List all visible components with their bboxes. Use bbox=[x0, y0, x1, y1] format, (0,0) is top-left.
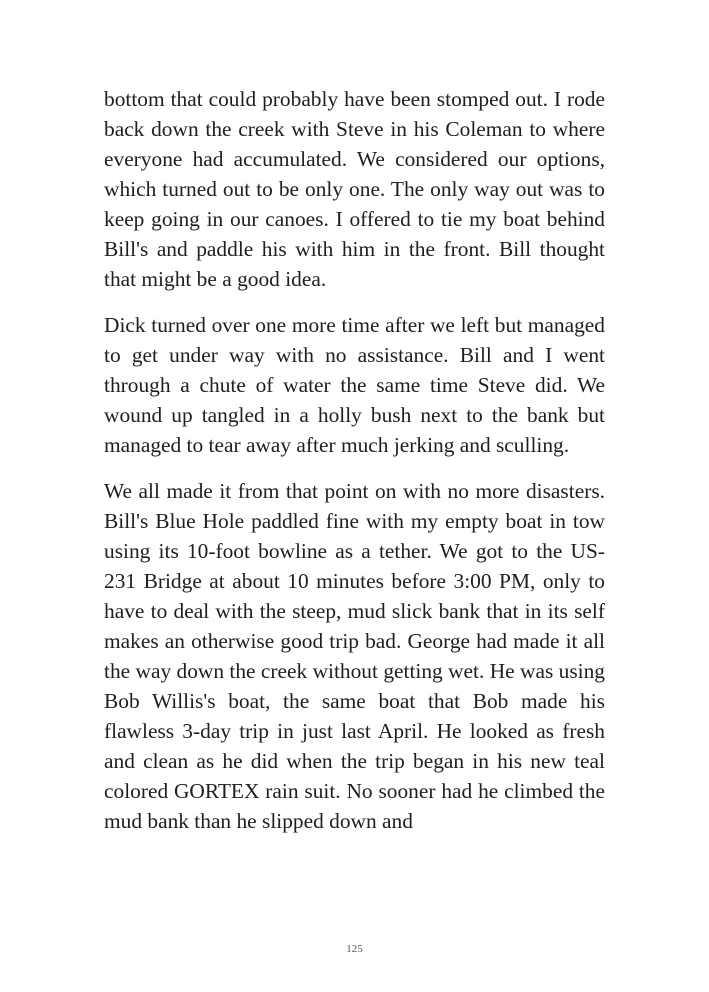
paragraph: bottom that could probably have been stomped out. I rode back down the creek with Steve in his Coleman to where everyone had accumulated. We considered our options, which turned out to be only one. The only way out was to keep going in our canoes. I offered to tie my boat behind Bill's and paddle his with him in the front. Bill thought that might be a good idea. bbox=[104, 87, 605, 291]
paragraph: Dick turned over one more time after we left but managed to get under way with no assistance. Bill and I went through a chute of water the same time Steve did. We wound up tangled in a holly bush next to the bank but managed to tear away after much jerking and sculling. bbox=[104, 313, 605, 457]
page-body bbox=[104, 84, 605, 836]
paragraph: We all made it from that point on with no more disasters. Bill's Blue Hole paddled fine with my empty boat in tow using its 10-foot bowline as a tether. We got to the US-231 Bridge at about 10 minutes before 3:00 PM, only to have to deal with the steep, mud slick bank that in its self makes an otherwise good trip bad. George had made it all the way down the creek without getting wet. He was using Bob Willis's boat, the same boat that Bob made his flawless 3-day trip in just last April. He looked as fresh and clean as he did when the trip began in his new teal colored GORTEX rain suit. No sooner had he climbed the mud bank than he slipped down and bbox=[104, 479, 605, 833]
page-number: 125 bbox=[346, 943, 363, 955]
